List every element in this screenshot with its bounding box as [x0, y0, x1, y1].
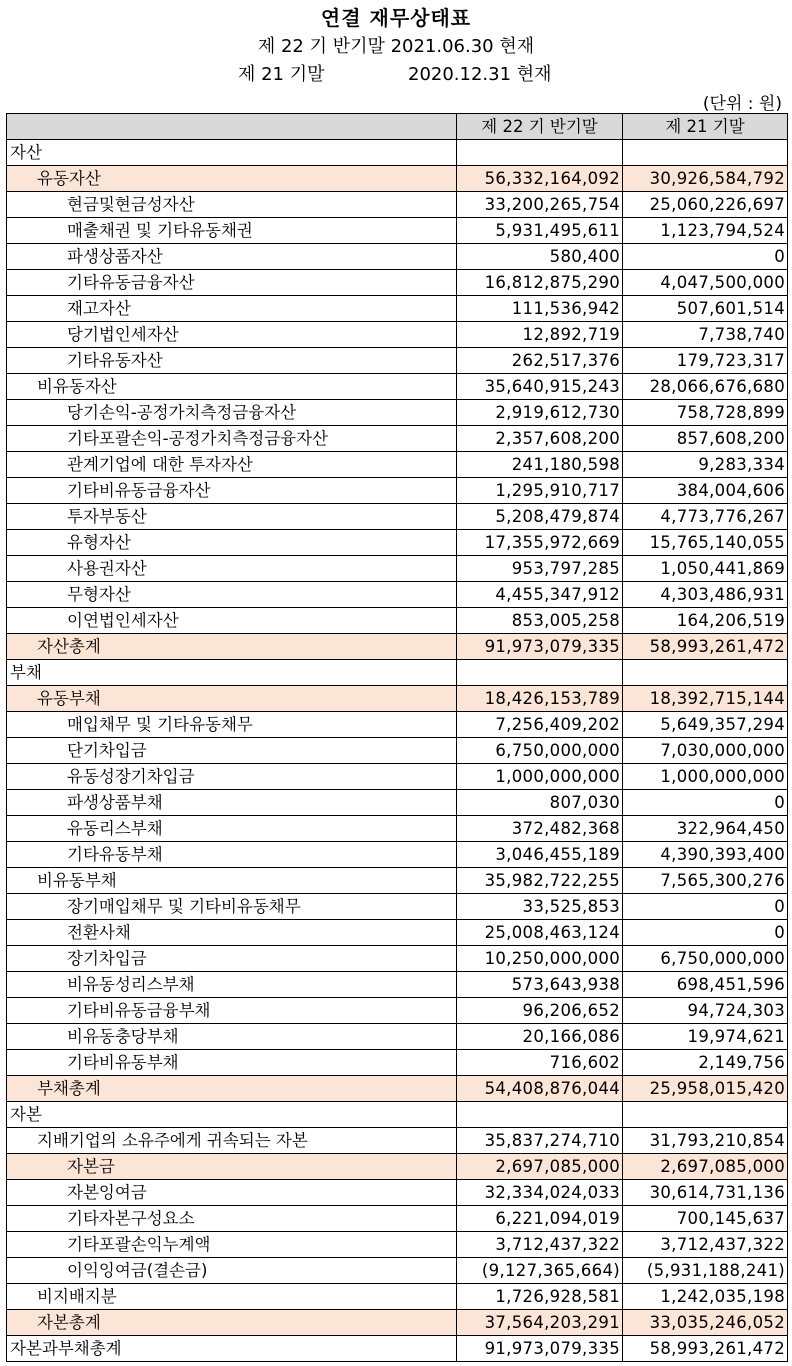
table-row [7, 920, 788, 946]
current-period-value [457, 140, 623, 166]
current-period-value: 7,256,409,202 [457, 712, 623, 738]
prior-period-value: 2,697,085,000 [623, 1154, 788, 1180]
current-period-value: 16,812,875,290 [457, 270, 623, 296]
current-period-value: 111,536,942 [457, 296, 623, 322]
row-label: 이연법인세자산 [7, 608, 457, 634]
current-period-value: 241,180,598 [457, 452, 623, 478]
row-label: 지배기업의 소유주에게 귀속되는 자본 [7, 1128, 457, 1154]
current-period-value: 580,400 [457, 244, 623, 270]
table-row [7, 192, 788, 218]
prior-period-value: 94,724,303 [623, 998, 788, 1024]
prior-period-value: 58,993,261,472 [623, 634, 788, 660]
table-row [7, 478, 788, 504]
row-label: 재고자산 [7, 296, 457, 322]
row-label: 기타유동자산 [7, 348, 457, 374]
row-label: 사용권자산 [7, 556, 457, 582]
table-row [7, 270, 788, 296]
table-row [7, 374, 788, 400]
table-row [7, 660, 788, 686]
current-period-value: 953,797,285 [457, 556, 623, 582]
current-period-value: 12,892,719 [457, 322, 623, 348]
current-period-value: 2,697,085,000 [457, 1154, 623, 1180]
row-label: 기타비유동부채 [7, 1050, 457, 1076]
table-row [7, 426, 788, 452]
row-label: 이익잉여금(결손금) [7, 1258, 457, 1284]
row-label: 유형자산 [7, 530, 457, 556]
prior-period-value: 28,066,676,680 [623, 374, 788, 400]
current-period-value: 3,046,455,189 [457, 842, 623, 868]
row-label: 매입채무 및 기타유동채무 [7, 712, 457, 738]
table-row [7, 1180, 788, 1206]
table-row [7, 1024, 788, 1050]
table-row [7, 712, 788, 738]
current-period-value: 6,221,094,019 [457, 1206, 623, 1232]
prior-period-value: 18,392,715,144 [623, 686, 788, 712]
prior-period-value: (5,931,188,241) [623, 1258, 788, 1284]
prior-period-value: 1,242,035,198 [623, 1284, 788, 1310]
prior-period-value: 1,123,794,524 [623, 218, 788, 244]
row-label: 비유동성리스부채 [7, 972, 457, 998]
row-label: 유동부채 [7, 686, 457, 712]
table-row [7, 218, 788, 244]
row-label: 기타비유동금융자산 [7, 478, 457, 504]
current-period-value [457, 660, 623, 686]
prior-period-value: 9,283,334 [623, 452, 788, 478]
table-row [7, 894, 788, 920]
prior-period-value: 179,723,317 [623, 348, 788, 374]
row-label: 관계기업에 대한 투자자산 [7, 452, 457, 478]
prior-period-value: 1,000,000,000 [623, 764, 788, 790]
row-label: 단기차입금 [7, 738, 457, 764]
table-row [7, 842, 788, 868]
row-label: 유동리스부채 [7, 816, 457, 842]
row-label: 자산 [7, 140, 457, 166]
current-period-value: 2,919,612,730 [457, 400, 623, 426]
current-period-value: 807,030 [457, 790, 623, 816]
current-period-value: 35,982,722,255 [457, 868, 623, 894]
row-label: 기타유동금융자산 [7, 270, 457, 296]
row-label: 자본 [7, 1102, 457, 1128]
row-label: 기타유동부채 [7, 842, 457, 868]
table-row [7, 998, 788, 1024]
row-label: 기타비유동금융부채 [7, 998, 457, 1024]
prior-period-value: 700,145,637 [623, 1206, 788, 1232]
current-period-value: 4,455,347,912 [457, 582, 623, 608]
table-row [7, 400, 788, 426]
current-period-value: 5,208,479,874 [457, 504, 623, 530]
table-row [7, 296, 788, 322]
table-row [7, 816, 788, 842]
prior-period-value: 6,750,000,000 [623, 946, 788, 972]
table-row [7, 1336, 788, 1362]
prior-period-value: 33,035,246,052 [623, 1310, 788, 1336]
current-period-value: 20,166,086 [457, 1024, 623, 1050]
prior-period-value: 0 [623, 790, 788, 816]
prior-period-value [623, 660, 788, 686]
table-row [7, 452, 788, 478]
table-header-row [7, 114, 788, 140]
prior-period-value: 19,974,621 [623, 1024, 788, 1050]
table-row [7, 868, 788, 894]
current-period-value: 1,726,928,581 [457, 1284, 623, 1310]
current-period-value: 5,931,495,611 [457, 218, 623, 244]
current-period-value: 2,357,608,200 [457, 426, 623, 452]
row-label: 비지배지분 [7, 1284, 457, 1310]
row-label: 투자부동산 [7, 504, 457, 530]
current-period-value: 17,355,972,669 [457, 530, 623, 556]
row-label: 자본금 [7, 1154, 457, 1180]
prior-period-value: 322,964,450 [623, 816, 788, 842]
row-label: 파생상품자산 [7, 244, 457, 270]
prior-period-value: 58,993,261,472 [623, 1336, 788, 1362]
statement-title: 연결 재무상태표 [320, 6, 472, 30]
current-period-value: 262,517,376 [457, 348, 623, 374]
current-period-value: 6,750,000,000 [457, 738, 623, 764]
current-period-value: 18,426,153,789 [457, 686, 623, 712]
current-period-value: 54,408,876,044 [457, 1076, 623, 1102]
row-label: 부채총계 [7, 1076, 457, 1102]
current-period-subtitle: 제 22 기 반기말 2021.06.30 현재 [257, 36, 535, 57]
table-row [7, 348, 788, 374]
current-period-value: 1,295,910,717 [457, 478, 623, 504]
prior-period-value: 758,728,899 [623, 400, 788, 426]
prior-period-value: 1,050,441,869 [623, 556, 788, 582]
row-label: 비유동충당부채 [7, 1024, 457, 1050]
prior-period-value: 0 [623, 920, 788, 946]
prior-period-value: 0 [623, 894, 788, 920]
prior-period-value: 4,390,393,400 [623, 842, 788, 868]
table-row [7, 504, 788, 530]
prior-period-value: 25,958,015,420 [623, 1076, 788, 1102]
row-label: 매출채권 및 기타유동채권 [7, 218, 457, 244]
current-period-value: 91,973,079,335 [457, 1336, 623, 1362]
table-row [7, 1258, 788, 1284]
prior-period-value: 7,030,000,000 [623, 738, 788, 764]
table-row [7, 608, 788, 634]
current-period-value: 372,482,368 [457, 816, 623, 842]
table-row [7, 1284, 788, 1310]
table-body [7, 140, 788, 1362]
table-row [7, 686, 788, 712]
row-label: 장기차입금 [7, 946, 457, 972]
table-row [7, 634, 788, 660]
header-current-period: 제 22 기 반기말 [457, 114, 623, 140]
row-label: 현금및현금성자산 [7, 192, 457, 218]
table-row [7, 972, 788, 998]
prior-period-value: 25,060,226,697 [623, 192, 788, 218]
row-label: 비유동자산 [7, 374, 457, 400]
row-label: 부채 [7, 660, 457, 686]
table-row [7, 244, 788, 270]
prior-period-value: 507,601,514 [623, 296, 788, 322]
prior-period-value: 4,303,486,931 [623, 582, 788, 608]
row-label: 기타포괄손익-공정가치측정금융자산 [7, 426, 457, 452]
row-label: 기타자본구성요소 [7, 1206, 457, 1232]
header-prior-period: 제 21 기말 [623, 114, 788, 140]
current-period-value: 56,332,164,092 [457, 166, 623, 192]
table-row [7, 1310, 788, 1336]
row-label: 전환사채 [7, 920, 457, 946]
current-period-value: 10,250,000,000 [457, 946, 623, 972]
prior-period-value: 7,738,740 [623, 322, 788, 348]
row-label: 당기손익-공정가치측정금융자산 [7, 400, 457, 426]
table-row [7, 738, 788, 764]
prior-period-value: 4,047,500,000 [623, 270, 788, 296]
row-label: 무형자산 [7, 582, 457, 608]
prior-period-value: 5,649,357,294 [623, 712, 788, 738]
current-period-value: 3,712,437,322 [457, 1232, 623, 1258]
row-label: 장기매입채무 및 기타비유동채무 [7, 894, 457, 920]
current-period-value: 716,602 [457, 1050, 623, 1076]
unit-label: (단위 : 원) [702, 94, 782, 114]
table-row [7, 1076, 788, 1102]
prior-period-value: 857,608,200 [623, 426, 788, 452]
prior-period-value: 3,712,437,322 [623, 1232, 788, 1258]
prior-period-value: 4,773,776,267 [623, 504, 788, 530]
current-period-value: 573,643,938 [457, 972, 623, 998]
table-row [7, 530, 788, 556]
table-row [7, 1154, 788, 1180]
header-label-cell [7, 114, 457, 140]
table-row [7, 790, 788, 816]
prior-period-value: 2,149,756 [623, 1050, 788, 1076]
prior-period-value: 31,793,210,854 [623, 1128, 788, 1154]
row-label: 기타포괄손익누계액 [7, 1232, 457, 1258]
row-label: 자본잉여금 [7, 1180, 457, 1206]
balance-sheet-table [6, 113, 788, 1362]
table-row [7, 166, 788, 192]
prior-period-value [623, 140, 788, 166]
current-period-value: 35,640,915,243 [457, 374, 623, 400]
table-row [7, 582, 788, 608]
row-label: 자산총계 [7, 634, 457, 660]
row-label: 비유동부채 [7, 868, 457, 894]
prior-period-date: 2020.12.31 현재 [408, 64, 552, 85]
row-label: 자본총계 [7, 1310, 457, 1336]
current-period-value: 32,334,024,033 [457, 1180, 623, 1206]
prior-period-value: 164,206,519 [623, 608, 788, 634]
current-period-value: 37,564,203,291 [457, 1310, 623, 1336]
prior-period-value: 30,614,731,136 [623, 1180, 788, 1206]
table-row [7, 764, 788, 790]
current-period-value: 1,000,000,000 [457, 764, 623, 790]
prior-period-value: 30,926,584,792 [623, 166, 788, 192]
table-row [7, 140, 788, 166]
table-row [7, 322, 788, 348]
prior-period-value [623, 1102, 788, 1128]
prior-period-value: 384,004,606 [623, 478, 788, 504]
current-period-value: 25,008,463,124 [457, 920, 623, 946]
prior-period-value: 0 [623, 244, 788, 270]
row-label: 당기법인세자산 [7, 322, 457, 348]
table-row [7, 1050, 788, 1076]
prior-period-value: 7,565,300,276 [623, 868, 788, 894]
current-period-value: 96,206,652 [457, 998, 623, 1024]
current-period-value: (9,127,365,664) [457, 1258, 623, 1284]
table-row [7, 556, 788, 582]
table-row [7, 1128, 788, 1154]
prior-period-label: 제 21 기말 [238, 64, 325, 85]
current-period-value: 91,973,079,335 [457, 634, 623, 660]
current-period-value: 853,005,258 [457, 608, 623, 634]
current-period-value: 35,837,274,710 [457, 1128, 623, 1154]
table-row [7, 946, 788, 972]
table-row [7, 1102, 788, 1128]
current-period-value [457, 1102, 623, 1128]
current-period-value: 33,200,265,754 [457, 192, 623, 218]
prior-period-value: 698,451,596 [623, 972, 788, 998]
prior-period-value: 15,765,140,055 [623, 530, 788, 556]
current-period-value: 33,525,853 [457, 894, 623, 920]
row-label: 유동자산 [7, 166, 457, 192]
row-label: 유동성장기차입금 [7, 764, 457, 790]
table-row [7, 1206, 788, 1232]
table-row [7, 1232, 788, 1258]
row-label: 파생상품부채 [7, 790, 457, 816]
row-label: 자본과부채총계 [7, 1336, 457, 1362]
